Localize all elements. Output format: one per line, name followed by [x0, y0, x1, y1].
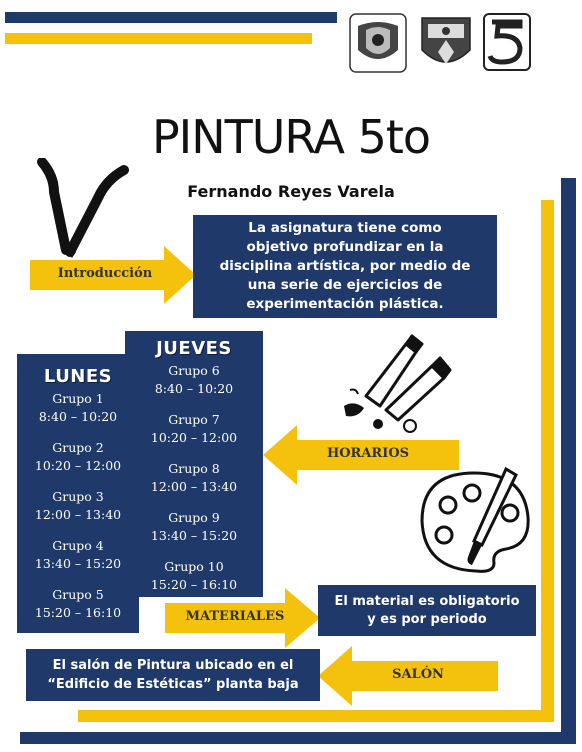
lunes-groups — [17, 390, 139, 622]
list-item: Grupo 2 10:20 – 12:00 — [34, 440, 122, 473]
intro-text: La asignatura tiene como objetivo profundizar en la disciplina artística, por medio de una serie de ejercicios de experimentación plástica. — [219, 220, 471, 312]
author-name: Fernando Reyes Varela — [187, 182, 395, 201]
materiales-arrow — [165, 588, 320, 648]
list-item: Grupo 7 10:20 – 12:00 — [150, 412, 238, 445]
page-title: PINTURA 5to — [151, 110, 431, 164]
palette-icon — [416, 465, 534, 575]
right-navy-frame — [561, 178, 576, 744]
list-item: Grupo 4 13:40 – 15:20 — [34, 538, 122, 571]
materiales-label: MATERIALES — [185, 609, 285, 624]
right-gold-frame — [541, 200, 554, 722]
materiales-box — [318, 585, 536, 636]
materiales-text: El material es obligatorio y es por periodo — [334, 593, 520, 627]
enp-seal-logo — [418, 10, 474, 76]
list-item: Grupo 5 15:20 – 16:10 — [34, 587, 122, 620]
list-item: Grupo 6 8:40 – 10:20 — [154, 363, 234, 396]
list-item: Grupo 3 12:00 – 13:40 — [34, 489, 122, 522]
salon-label: SALÓN — [392, 667, 444, 682]
jueves-groups — [125, 362, 263, 594]
horarios-label: HORARIOS — [326, 446, 410, 461]
intro-box — [193, 215, 497, 318]
top-gold-bar — [5, 33, 312, 44]
jueves-heading: JUEVES — [156, 338, 232, 359]
salon-arrow — [318, 646, 498, 706]
lunes-heading: LUNES — [43, 366, 113, 387]
list-item: Grupo 9 13:40 – 15:20 — [150, 510, 238, 543]
paint-tubes-icon — [336, 330, 454, 434]
bottom-gold-frame — [78, 710, 554, 722]
bottom-navy-frame — [20, 732, 576, 744]
list-item: Grupo 1 8:40 – 10:20 — [38, 391, 118, 424]
unam-seal-logo — [346, 10, 410, 76]
intro-arrow — [30, 246, 196, 304]
list-item: Grupo 8 12:00 – 13:40 — [150, 461, 238, 494]
salon-text: El salón de Pintura ubicado en el “Edificio de Estéticas” planta baja — [47, 658, 299, 692]
top-navy-bar — [5, 12, 337, 23]
list-item: Grupo 10 15:20 – 16:10 — [150, 559, 238, 592]
salon-box — [26, 649, 320, 701]
plantel-5-logo — [482, 12, 532, 72]
intro-label: Introducción — [57, 266, 153, 281]
